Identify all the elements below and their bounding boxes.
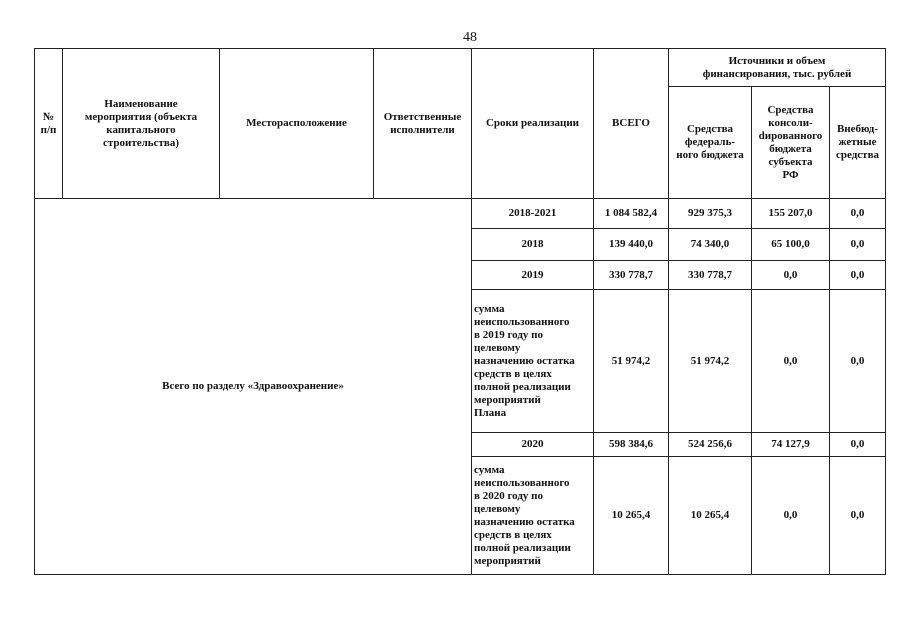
row-total: 51 974,2: [594, 290, 669, 433]
row-extra: 0,0: [830, 433, 886, 457]
row-federal: 929 375,3: [669, 199, 752, 229]
header-extrabudget: Внебюд- жетные средства: [830, 87, 886, 199]
row-total: 330 778,7: [594, 261, 669, 290]
row-term: сумма неиспользованного в 2019 году по целевому назначению остатка средств в целях полной реализации мероприятий Плана: [472, 290, 594, 433]
row-federal: 51 974,2: [669, 290, 752, 433]
header-name: Наименование мероприятия (объекта капитального строительства): [63, 49, 220, 199]
header-federal: Средства федераль- ного бюджета: [669, 87, 752, 199]
row-federal: 10 265,4: [669, 457, 752, 575]
row-extra: 0,0: [830, 199, 886, 229]
row-extra: 0,0: [830, 457, 886, 575]
row-total: 1 084 582,4: [594, 199, 669, 229]
page-number: 48: [463, 30, 477, 45]
row-term: 2018-2021: [472, 199, 594, 229]
header-total: ВСЕГО: [594, 49, 669, 199]
row-total: 139 440,0: [594, 229, 669, 261]
row-term: сумма неиспользованного в 2020 году по целевому назначению остатка средств в целях полной реализации мероприятий: [472, 457, 594, 575]
section-label: Всего по разделу «Здравоохранение»: [35, 199, 472, 575]
row-regional: 74 127,9: [752, 433, 830, 457]
header-sources: Источники и объем финансирования, тыс. рублей: [669, 49, 886, 87]
row-regional: 65 100,0: [752, 229, 830, 261]
row-extra: 0,0: [830, 290, 886, 433]
row-federal: 524 256,6: [669, 433, 752, 457]
row-regional: 0,0: [752, 261, 830, 290]
row-term: 2020: [472, 433, 594, 457]
row-extra: 0,0: [830, 229, 886, 261]
table-row: [35, 199, 886, 229]
row-term: 2018: [472, 229, 594, 261]
header-terms: Сроки реализации: [472, 49, 594, 199]
header-location: Месторасположение: [220, 49, 374, 199]
row-regional: 0,0: [752, 290, 830, 433]
header-executors: Ответственные исполнители: [374, 49, 472, 199]
row-regional: 0,0: [752, 457, 830, 575]
row-term: 2019: [472, 261, 594, 290]
header-num: № п/п: [35, 49, 63, 199]
row-total: 598 384,6: [594, 433, 669, 457]
funding-table: [34, 48, 886, 575]
row-total: 10 265,4: [594, 457, 669, 575]
row-regional: 155 207,0: [752, 199, 830, 229]
row-federal: 330 778,7: [669, 261, 752, 290]
header-regional: Средства консоли- dированного бюджета субъекта РФ: [752, 87, 830, 199]
row-federal: 74 340,0: [669, 229, 752, 261]
row-extra: 0,0: [830, 261, 886, 290]
